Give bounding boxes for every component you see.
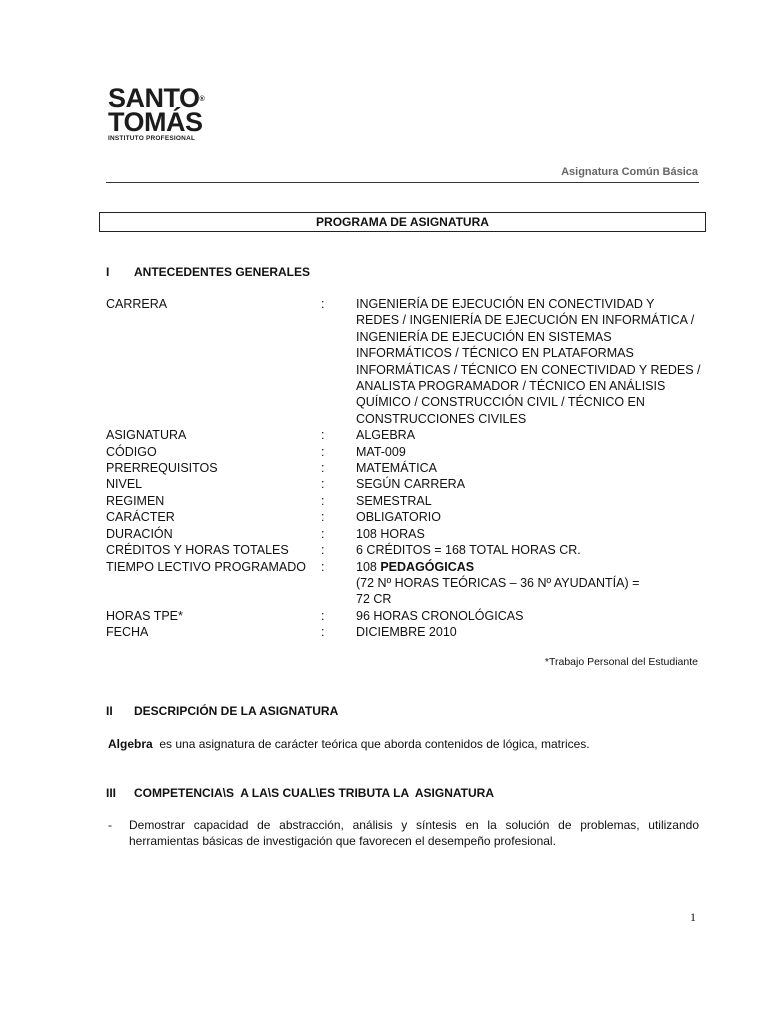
section-3-heading: [106, 786, 494, 800]
document-title: PROGRAMA DE ASIGNATURA: [99, 212, 706, 232]
field-value: SEMESTRAL: [356, 493, 432, 508]
field-value: [356, 296, 706, 427]
competency-item: [108, 817, 700, 849]
value-line: ANALISTA PROGRAMADOR / TÉCNICO EN ANÁLISIS: [356, 379, 666, 394]
field-row: [106, 526, 706, 542]
value-line: INFORMÁTICAS / TÉCNICO EN CONECTIVIDAD Y REDES /: [356, 362, 701, 377]
field-label: DURACIÓN: [106, 526, 173, 541]
value-line: CONSTRUCCIONES CIVILES: [356, 411, 527, 426]
field-value: MATEMÁTICA: [356, 461, 438, 476]
field-row: [106, 624, 706, 640]
field-value: MAT-009: [356, 444, 406, 459]
field-separator: :: [321, 510, 325, 525]
field-separator: :: [321, 428, 325, 443]
competency-text: Demostrar capacidad de abstracción, análisis y síntesis en la solución de problemas, utilizando herramientas básicas de investigación que favorecen el desempeño profesional.: [129, 818, 699, 848]
field-label: CÓDIGO: [106, 444, 157, 459]
institution-logo: [108, 83, 208, 142]
field-label: REGIMEN: [106, 493, 165, 508]
field-separator: :: [321, 608, 325, 623]
value-bold: PEDAGÓGICAS: [380, 559, 475, 574]
value-line: 72 CR: [356, 592, 392, 607]
value-line: INFORMÁTICOS / TÉCNICO EN PLATAFORMAS: [356, 346, 634, 361]
field-value: 96 HORAS CRONOLÓGICAS: [356, 608, 524, 623]
section-3-number: III: [106, 786, 117, 800]
field-label: TIEMPO LECTIVO PROGRAMADO: [106, 559, 307, 574]
field-separator: :: [321, 493, 325, 508]
value-line: (72 Nº HORAS TEÓRICAS – 36 Nº AYUDANTÍA) =: [356, 575, 640, 590]
section-2-title: DESCRIPCIÓN DE LA ASIGNATURA: [134, 704, 339, 718]
section-2-number: II: [106, 704, 113, 718]
field-separator: :: [321, 444, 325, 459]
field-value: SEGÚN CARRERA: [356, 477, 466, 492]
registered-mark: ®: [199, 96, 205, 103]
value-line: INGENIERÍA DE EJECUCIÓN EN SISTEMAS: [356, 329, 612, 344]
field-row: [106, 444, 706, 460]
field-value: 108 HORAS: [356, 526, 425, 541]
field-row: [106, 542, 706, 558]
field-separator: :: [321, 461, 325, 476]
field-label: CARRERA: [106, 297, 168, 311]
field-row: [106, 476, 706, 492]
subject-description: [108, 737, 590, 751]
subject-type-header: Asignatura Común Básica: [561, 166, 698, 178]
field-label: CARÁCTER: [106, 510, 175, 525]
value-line: INGENIERÍA DE EJECUCIÓN EN CONECTIVIDAD Y: [356, 297, 655, 311]
field-separator: :: [321, 477, 325, 492]
value-line: [356, 559, 706, 575]
description-text: es una asignatura de carácter teórica que aborda contenidos de lógica, matrices.: [152, 737, 590, 751]
field-value: ALGEBRA: [356, 428, 416, 443]
field-value: 6 CRÉDITOS = 168 TOTAL HORAS CR.: [356, 543, 581, 558]
logo-line-1: SANTO®: [108, 83, 205, 113]
field-label: ASIGNATURA: [106, 428, 187, 443]
field-label: NIVEL: [106, 477, 143, 492]
field-value: [356, 559, 706, 608]
section-1-heading: [106, 265, 310, 279]
header-divider: [106, 182, 699, 183]
field-value: OBLIGATORIO: [356, 510, 441, 525]
description-subject-name: Algebra: [108, 737, 153, 751]
field-label: FECHA: [106, 625, 149, 640]
section-1-title: ANTECEDENTES GENERALES: [134, 265, 311, 279]
field-row-carrera: [106, 296, 706, 427]
field-row: [106, 493, 706, 509]
field-row: [106, 460, 706, 476]
field-separator: :: [321, 543, 325, 558]
value-line: QUÍMICO / CONSTRUCCIÓN CIVIL / TÉCNICO EN: [356, 395, 645, 410]
field-label: PRERREQUISITOS: [106, 461, 218, 476]
logo-line-2: TOMÁS: [108, 107, 203, 137]
field-label: HORAS TPE*: [106, 608, 183, 623]
field-separator: :: [321, 559, 325, 574]
field-separator: :: [321, 297, 325, 311]
field-separator: :: [321, 526, 325, 541]
field-label: CRÉDITOS Y HORAS TOTALES: [106, 543, 289, 558]
field-row: [106, 509, 706, 525]
bullet-dash: -: [108, 818, 112, 832]
field-value: DICIEMBRE 2010: [356, 625, 457, 640]
field-row: [106, 608, 706, 624]
value-line: REDES / INGENIERÍA DE EJECUCIÓN EN INFORMÁTICA /: [356, 313, 695, 328]
page-number: 1: [690, 910, 696, 924]
general-info-table: [106, 296, 706, 641]
logo-subtitle: INSTITUTO PROFESIONAL: [108, 135, 196, 142]
field-row-tiempo-lectivo: [106, 559, 706, 608]
section-1-number: I: [106, 265, 110, 279]
section-3-title: COMPETENCIA\S A LA\S CUAL\ES TRIBUTA LA ASIGNATURA: [134, 786, 494, 800]
footnote: *Trabajo Personal del Estudiante: [544, 656, 698, 668]
field-row: [106, 427, 706, 443]
value-prefix: 108: [356, 559, 381, 574]
section-2-heading: [106, 704, 338, 718]
field-separator: :: [321, 625, 325, 640]
